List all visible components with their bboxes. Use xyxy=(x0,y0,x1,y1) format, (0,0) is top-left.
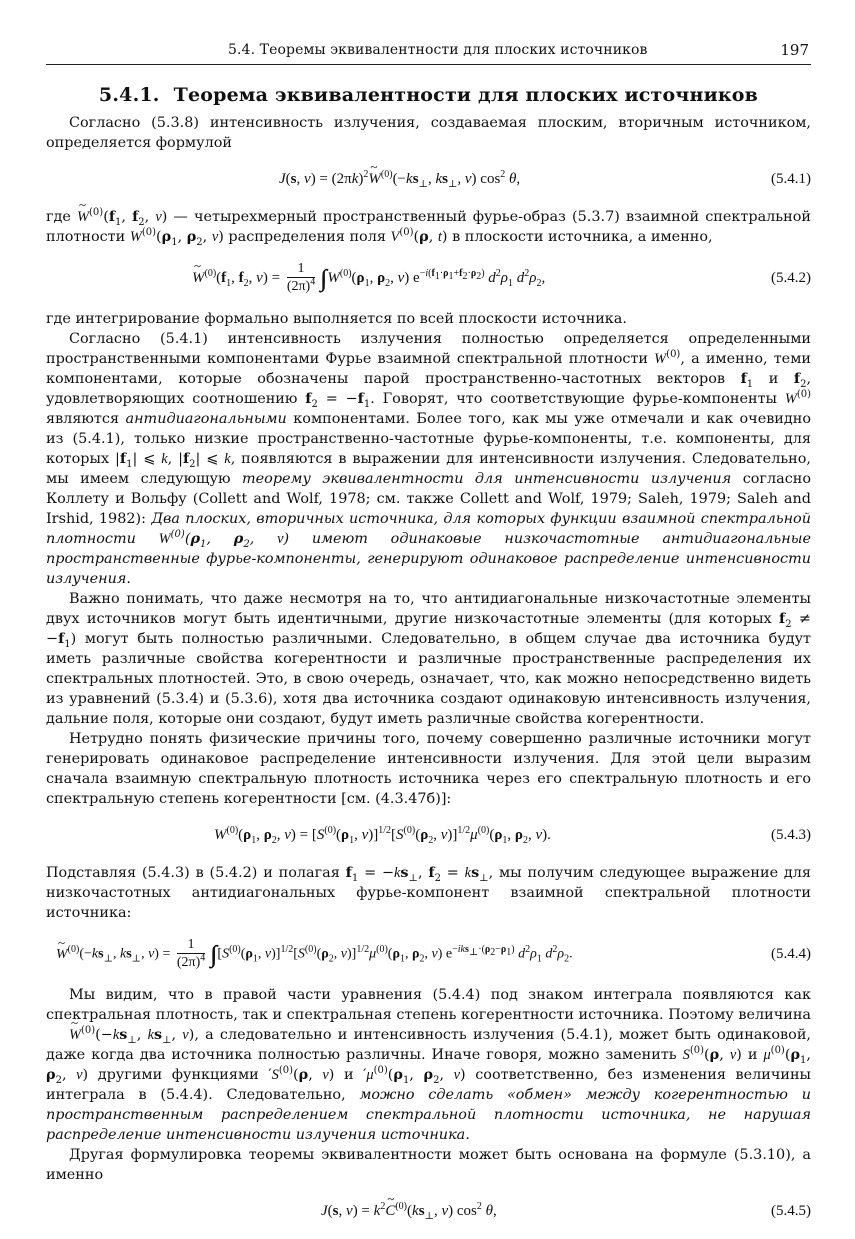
page-number: 197 xyxy=(780,41,809,59)
equation-body: J(s, $\nu) = (2\pi k)^2\sim$ $W^{(0)}(-ks_\perp$, $ks_\perp$, ν) $\cos^2 \theta$, xyxy=(279,169,520,189)
paragraph-4: Согласно (5.4.1) интенсивность излучения полностью определяется определенными пространственными компонентами Фурье взаимной спектральной плотности $W^{(0)}$, а именно, теми компонентами, которые обозначены парой пространственно-частотных векторов $f_1$ и $f_2$, удовлетворяющих соотношению $f_2 = -f_1$. Говорят, что соответствующие фурье-компоненты $W^{(0)}$ являются антидиагональными компонентами. Более того, как мы уже отмечали и как очевидно из (5.4.1), только низкие пространственно-частотные фурье-компоненты, т.е. компоненты, для которых $|f_1|$ ⩽ k, $|f_2|$ ⩽ k, появляются в выражении для интенсивности излучения. Следовательно, мы имеем следующую теорему эквивалентности для интенсивности излучения согласно Коллету и Вольфу (Collett and Wolf, 1978; см. также Collett and Wolf, 1979; Saleh, 1979; Saleh and Irshid, 1982): Два плоских, вторичных источника, для которых функции взаимной спектральной плотности $W^{(0)}(\rho_1$, $\rho_2$, ν) имеют одинаковые низкочастотные антидиагональные пространственные фурье-компоненты, генерируют одинаковое распределение интенсивности излучения. xyxy=(46,331,812,587)
paragraph-9: Другая формулировка теоремы эквивалентности может быть основана на формуле (5.3.10), а именно xyxy=(46,1147,811,1183)
equation-body: J(s, $\nu) = k^2\sim$ $C^{(0)}(ks_\perp$, ν) $\cos^2 \theta$, xyxy=(321,1201,497,1221)
emphasis-exchange: можно сделать «обмен» между когерентностью и пространственным распределением спектральной плотности источника, не нарушая распределение интенсивности излучения источника. xyxy=(46,1087,812,1143)
equation-5-4-3 xyxy=(46,823,811,847)
paragraph-5: Важно понимать, что даже несмотря на то, что антидиагональные низкочастотные элементы двух источников могут быть идентичными, другие низкочастотные элементы (для которых $f_2 \ne -f_1$) могут быть полностью различными. Следовательно, в общем случае два источника будут иметь различные свойства когерентности и различные пространственные распределения их спектральных плотностей. Это, в свою очередь, означает, что, как можно непосредственно видеть из уравнений (5.3.4) и (5.3.6), хотя два источника создают одинаковую интенсивность излучения, дальние поля, которые они создают, будут иметь различные свойства когерентности. xyxy=(46,591,811,727)
paragraph-1: Согласно (5.3.8) интенсивность излучения, создаваемая плоским, вторичным источником, определяется формулой xyxy=(46,115,811,151)
paragraph-8: Мы видим, что в правой части уравнения (5.4.4) под знаком интеграла появляются как спектральная плотность, так и спектральная степень когерентности источника. Поэтому величина ~ $W^{(0)}(-ks_\perp$, $ks_\perp$, ν), а следовательно и интенсивность излучения (5.4.1), может быть одинаковой, даже когда два источника полностью различны. Иначе говоря, можно заменить $S^{(0)}(\rho$, ν) и $\mu^{(0)}(\rho_1$, $\rho_2$, ν) другими функциями $'S^{(0)}(\rho$, ν) и $'\mu^{(0)}(\rho_1$, $\rho_2$, ν) соответственно, без изменения величины интеграла в (5.4.4). Следовательно, можно сделать «обмен» между когерентностью и пространственным распределением спектральной плотности источника, не нарушая распределение интенсивности излучения источника. xyxy=(46,985,811,1145)
equation-number: (5.4.5) xyxy=(771,1203,811,1219)
equation-number: (5.4.3) xyxy=(771,827,811,843)
running-header xyxy=(46,38,811,65)
emphasis-theorem: теорему эквивалентности для интенсивности излучения xyxy=(242,471,732,487)
emphasis-theorem-statement-b: имеют одинаковые низкочастотные антидиагональные пространственные фурье-компоненты, генерируют одинаковое распределение интенсивности излучения. xyxy=(46,531,811,587)
paragraph-3: где интегрирование формально выполняется по всей плоскости источника. xyxy=(46,311,627,327)
equation-5-4-5 xyxy=(46,1199,811,1223)
emphasis-theorem-statement-a: Два плоских, вторичных источника, для которых функции взаимной спектральной плотности xyxy=(46,511,811,547)
paragraph-2: где ~ $W^{(0)}(f_1$, $f_2$, ν) — четырехмерный пространственный фурье-образ (5.3.7) взаимной спектральной плотности $W^{(0)}(\rho_1$, $\rho_2$, ν) распределения поля $V^{(0)}(\rho$, t) в плоскости источника, а именно, xyxy=(46,207,811,247)
body-text xyxy=(46,113,811,1239)
equation-5-4-2 xyxy=(46,261,811,295)
emphasis-antidiagonal: антидиагональными xyxy=(125,411,287,427)
section-title: Теорема эквивалентности для плоских источников xyxy=(173,84,759,106)
equation-5-4-4 xyxy=(46,937,811,971)
paragraph-6: Нетрудно понять физические причины того, почему совершенно различные источники могут генерировать одинаковое распределение интенсивности излучения. Для этой цели выразим сначала взаимную спектральную плотность источника через его спектральную плотность и его спектральную степень когерентности [см. (4.3.47б)]: xyxy=(46,731,811,807)
equation-number: (5.4.1) xyxy=(771,171,811,187)
equation-number: (5.4.2) xyxy=(771,270,811,286)
equation-body: $W^{(0)}(\rho_1$, $\rho_2$, $\nu) = [S^{(0)}(\rho_1$, $\nu)]^{1/2}[S^{(0)}(\rho_2$, $\nu)]^{1/2}\mu^{(0)}(\rho_1$, $\rho_2$, ν). xyxy=(214,825,551,846)
paragraph-7: Подставляя (5.4.3) в (5.4.2) и полагая $f_1 = -ks_\perp$, $f_2 = ks_\perp$, мы получим следующее выражение для низкочастотных антидиагональных фурье-компонент взаимной спектральной плотности источника: xyxy=(46,864,812,921)
equation-body: ~ $W^{(0)}(f_1$, $f_2$, ν) = $\frac{1}{(2\pi)^4}$ ∫∫ $W^{(0)}(\rho_1$, $\rho_2$, ν) $e^{-i(f_1\cdot\rho_1+f_2\cdot\rho_2)}$ $d^2\rho_1$ $d^2\rho_2$, xyxy=(192,261,545,296)
equation-body: ~ $W^{(0)}(-ks_\perp$, $ks_\perp$, ν) = $\frac{1}{(2\pi)^4}$ ∫∫ [$S^{(0)}(\rho_1$, $\nu)]^{1/2}[S^{(0)}(\rho_2$, $\nu)]^{1/2}\mu^{(0)}(\rho_1$, $\rho_2$, ν) $e^{-iks_\perp\cdot(\rho_2-\rho_1)}$ $d^2\rho_1$ $d^2\rho_2$. xyxy=(56,937,573,972)
running-header-title: 5.4. Теоремы эквивалентности для плоских источников xyxy=(228,42,648,58)
equation-5-4-1 xyxy=(46,167,811,191)
section-number: 5.4.1. xyxy=(98,84,160,106)
section-heading xyxy=(46,84,811,106)
equation-number: (5.4.4) xyxy=(771,946,811,962)
